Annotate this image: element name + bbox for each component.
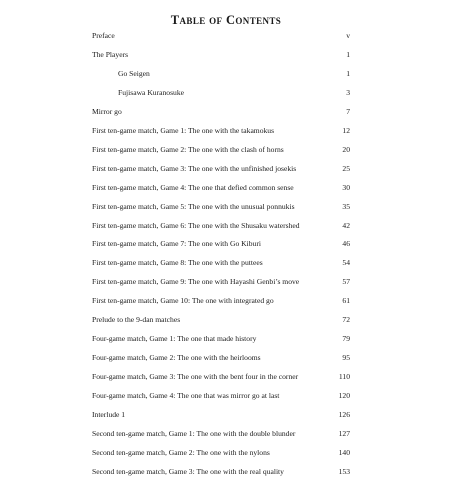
- toc-entry-page-number: 54: [342, 258, 350, 268]
- toc-entry-page-number: 30: [342, 182, 350, 192]
- toc-entry-title: Four-game match, Game 2: The one with the heirlooms: [92, 353, 261, 363]
- toc-entry-title: Go Seigen: [118, 68, 150, 78]
- toc-entry-title: Four-game match, Game 3: The one with the bent four in the corner: [92, 372, 299, 382]
- toc-entry[interactable]: [92, 428, 350, 440]
- toc-entry[interactable]: [92, 49, 350, 61]
- toc-entry-page-number: 72: [342, 315, 350, 325]
- toc-entry-page-number: 3: [346, 87, 350, 97]
- toc-entry-page-number: 95: [342, 353, 350, 363]
- toc-entry-title: Preface: [92, 31, 115, 40]
- toc-entry-title: First ten-game match, Game 7: The one with Go Kiburi: [92, 239, 261, 249]
- toc-entry-page-number: 35: [342, 201, 350, 211]
- toc-entry-page-number: 46: [342, 239, 350, 249]
- toc-entry-page-number: 110: [338, 372, 350, 382]
- toc-entry[interactable]: [92, 295, 350, 307]
- toc-entry-title: Prelude to the 9-dan matches: [92, 315, 181, 325]
- toc-entry[interactable]: [92, 390, 350, 402]
- toc-entry[interactable]: [92, 182, 350, 194]
- toc-entry-title: First ten-game match, Game 10: The one with integrated go: [92, 296, 274, 306]
- toc-entry[interactable]: [92, 106, 350, 118]
- toc-entry[interactable]: [92, 125, 350, 137]
- toc-entry-title: Second ten-game match, Game 3: The one with the real quality: [92, 466, 284, 476]
- toc-entry[interactable]: [118, 68, 350, 80]
- toc-entry[interactable]: [92, 257, 350, 269]
- toc-entry-title: First ten-game match, Game 6: The one with the Shusaku watershed: [92, 220, 300, 230]
- toc-entry-page-number: 20: [342, 144, 350, 154]
- toc-entry-page-number: 79: [342, 334, 350, 344]
- toc-entry-title: First ten-game match, Game 8: The one with the puttees: [92, 258, 263, 268]
- toc-entry-title: Second ten-game match, Game 2: The one with the nylons: [92, 447, 270, 457]
- toc-entry[interactable]: [92, 201, 350, 213]
- toc-entry-page-number: 140: [338, 447, 350, 457]
- toc-entry-title: Four-game match, Game 1: The one that made history: [92, 334, 257, 344]
- toc-entry-title: First ten-game match, Game 3: The one with the unfinished josekis: [92, 163, 297, 173]
- toc-entry-title: First ten-game match, Game 2: The one with the clash of horns: [92, 144, 284, 154]
- toc-entry-title: First ten-game match, Game 4: The one that defied common sense: [92, 182, 294, 192]
- toc-entry-page-number: 61: [342, 296, 350, 306]
- toc-entry[interactable]: [92, 144, 350, 156]
- toc-entry[interactable]: [92, 220, 350, 232]
- toc-entry[interactable]: [92, 466, 350, 478]
- toc-entry-page-number: 153: [338, 466, 350, 476]
- toc-entry-title: First ten-game match, Game 1: The one with the takamokus: [92, 125, 275, 135]
- toc-entry-title: First ten-game match, Game 5: The one with the unusual ponnukis: [92, 201, 295, 211]
- toc-entry-page-number: 120: [338, 391, 350, 401]
- toc-entry[interactable]: [92, 447, 350, 459]
- toc-entry-page-number: 1: [346, 68, 350, 78]
- toc-entry-title: Fujisawa Kuranosuke: [118, 87, 185, 97]
- toc-entry-title: Four-game match, Game 4: The one that was mirror go at last: [92, 391, 280, 401]
- toc-entry-title: Second ten-game match, Game 1: The one with the double blunder: [92, 428, 296, 438]
- toc-entry[interactable]: [92, 371, 350, 383]
- toc-entry-page-number: 12: [342, 125, 350, 135]
- toc-entry[interactable]: [92, 163, 350, 175]
- toc-entry-page-number: 126: [338, 410, 350, 419]
- toc-entry-title: Mirror go: [92, 106, 122, 116]
- toc-entry[interactable]: [118, 87, 350, 99]
- toc-entry-title: The Players: [92, 49, 129, 59]
- toc-entry[interactable]: [92, 238, 350, 250]
- toc-entry-page-number: 57: [342, 277, 350, 287]
- toc-entry-title: Interlude 1: [92, 410, 126, 419]
- toc-entry-page-number: 7: [346, 106, 350, 116]
- toc-entry-page-number: 42: [342, 220, 350, 230]
- toc-entry[interactable]: [92, 314, 350, 326]
- toc-entry[interactable]: [92, 276, 350, 288]
- toc-entry-page-number: v: [346, 31, 350, 40]
- toc-entry[interactable]: [92, 333, 350, 345]
- toc-entry-page-number: 25: [342, 163, 350, 173]
- toc-entry-title: First ten-game match, Game 9: The one with Hayashi Genbi’s move: [92, 277, 300, 287]
- toc-entry[interactable]: [92, 409, 350, 421]
- toc-entry-page-number: 127: [338, 428, 350, 438]
- toc-entry-page-number: 1: [346, 49, 350, 59]
- toc-entry[interactable]: [92, 30, 350, 42]
- page-title: Table of Contents: [170, 13, 282, 27]
- toc-entry[interactable]: [92, 352, 350, 364]
